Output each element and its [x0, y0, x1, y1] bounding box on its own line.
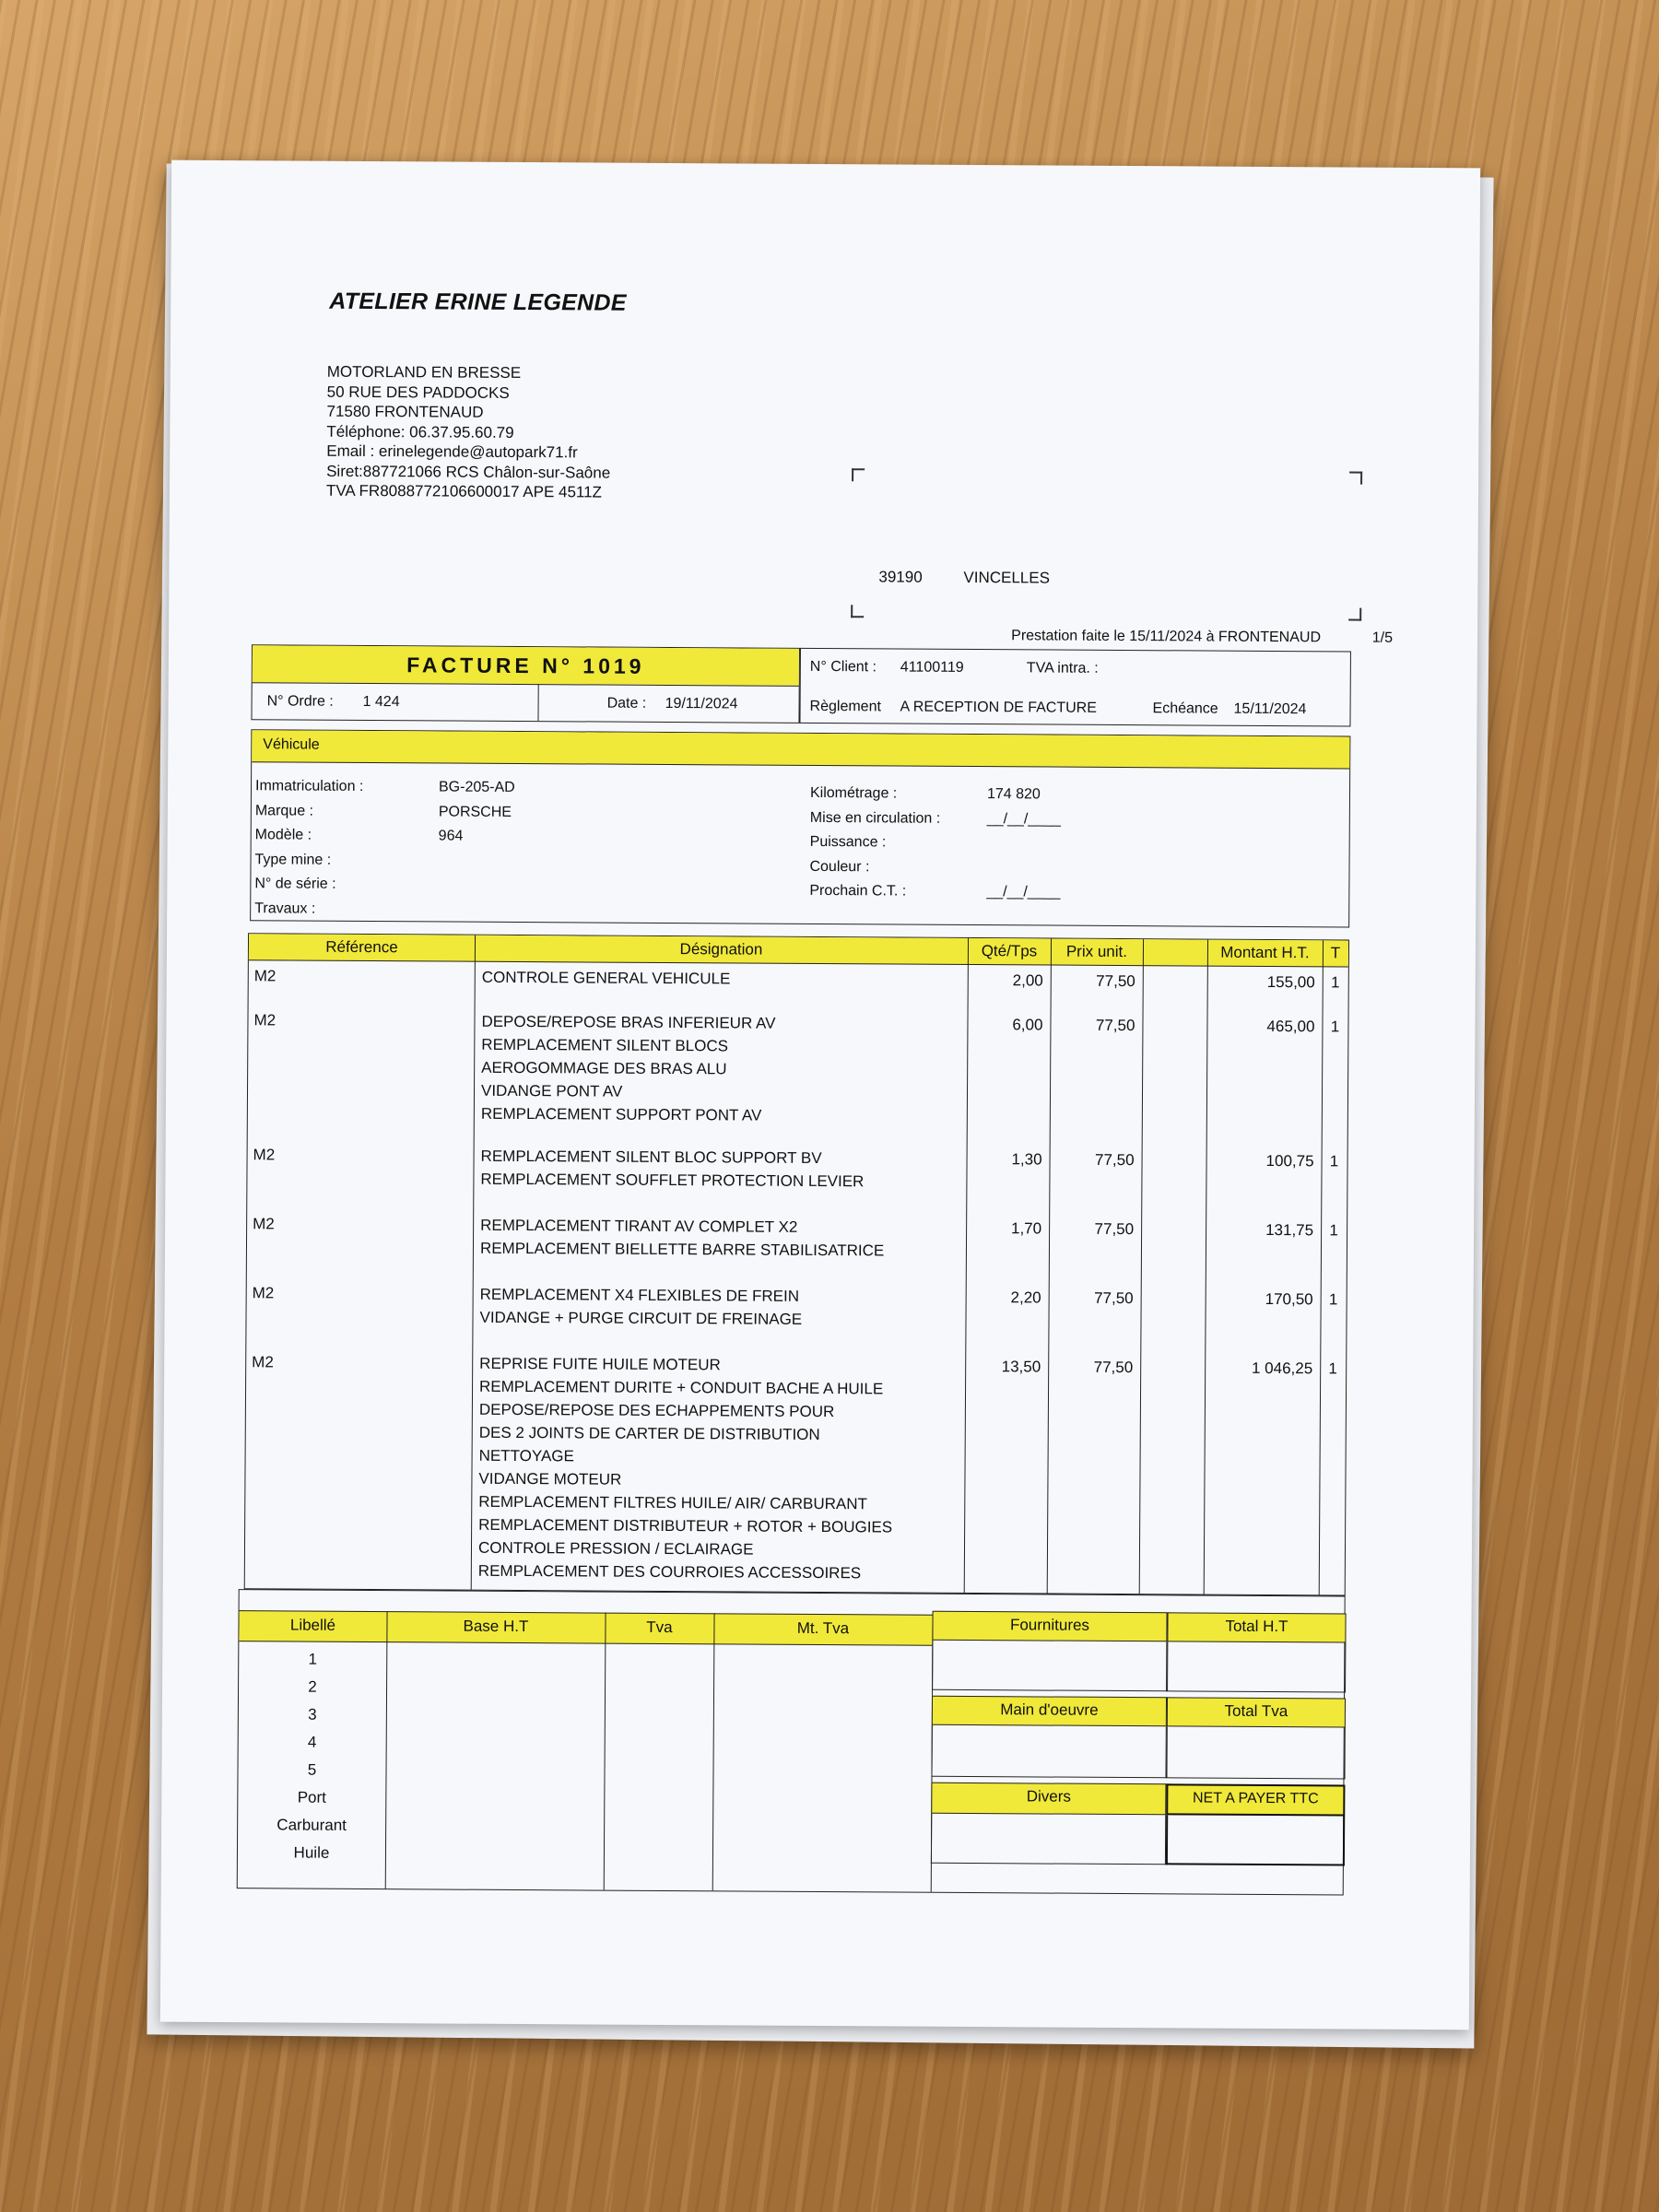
libelle-item: Huile	[293, 1843, 330, 1862]
libelle-item: 1	[308, 1650, 318, 1668]
main-oeuvre-label: Main d'oeuvre	[932, 1696, 1167, 1727]
line-amount: 100,75	[1265, 1151, 1314, 1171]
col-header-mt-tva: Mt. Tva	[796, 1618, 850, 1638]
line-qty: 6,00	[1012, 1016, 1043, 1034]
line-items-table	[244, 933, 1349, 1595]
address-line: 71580 FRONTENAUD	[326, 402, 484, 421]
line-designation: REMPLACEMENT SUPPORT PONT AV	[480, 1104, 762, 1124]
net-a-payer-label: NET A PAYER TTC	[1166, 1783, 1345, 1816]
line-qty: 1,70	[1010, 1219, 1042, 1238]
vehicle-left-labels	[254, 774, 363, 922]
invoice-title: FACTURE N° 1019	[253, 645, 799, 686]
vehicle-box	[250, 729, 1350, 927]
invoice-page	[160, 160, 1480, 2030]
line-amount: 1 046,25	[1251, 1359, 1313, 1378]
line-unit-price: 77,50	[1094, 1288, 1134, 1308]
line-unit-price: 77,50	[1093, 1358, 1134, 1377]
col-header-tva: Tva	[646, 1618, 673, 1637]
line-qty: 1,30	[1011, 1150, 1042, 1169]
line-qty: 13,50	[1001, 1358, 1041, 1376]
line-t: 1	[1329, 1152, 1339, 1171]
col-header-unit-price: Prix unit.	[1065, 942, 1128, 961]
line-unit-price: 77,50	[1095, 1016, 1135, 1035]
vehicle-left-values	[439, 775, 515, 849]
line-unit-price: 77,50	[1096, 971, 1135, 991]
line-t: 1	[1330, 973, 1340, 992]
tva-intra-label: TVA intra. :	[1026, 660, 1099, 677]
fournitures-label: Fournitures	[932, 1611, 1167, 1642]
line-amount: 465,00	[1266, 1017, 1315, 1036]
company-name: ATELIER ERINE LEGENDE	[329, 288, 627, 316]
window-corner-mark	[852, 468, 865, 481]
line-unit-price: 77,50	[1094, 1219, 1135, 1239]
vehicle-field-label: Type mine :	[254, 851, 332, 868]
line-designation: REMPLACEMENT DISTRIBUTEUR + ROTOR + BOUGIES	[478, 1515, 893, 1536]
invoice-header-box	[251, 644, 799, 724]
line-t: 1	[1329, 1221, 1338, 1240]
next-inspection-date: __/__/____	[986, 884, 1061, 900]
line-designation: REMPLACEMENT FILTRES HUILE/ AIR/ CARBURANT	[478, 1492, 867, 1513]
line-unit-price: 77,50	[1094, 1150, 1135, 1170]
line-t: 1	[1328, 1359, 1337, 1378]
line-reference: M2	[253, 1146, 276, 1164]
total-tva-value	[1166, 1726, 1345, 1779]
line-designation: VIDANGE + PURGE CIRCUIT DE FREINAGE	[479, 1308, 803, 1328]
page-number: 1/5	[1371, 629, 1394, 646]
total-ht-value	[1167, 1641, 1346, 1692]
mileage: 174 820	[986, 786, 1041, 803]
payment-terms: A RECEPTION DE FACTURE	[900, 699, 1097, 716]
address-line: Siret:887721066 RCS Châlon-sur-Saône	[326, 462, 611, 482]
vehicle-field-label: Mise en circulation :	[809, 809, 941, 827]
order-number: 1 424	[362, 693, 400, 711]
vehicle-right-values	[986, 782, 1061, 905]
vehicle-field-label: Marque :	[254, 802, 314, 819]
first-registration-date: __/__/____	[986, 810, 1061, 828]
line-designation: REMPLACEMENT TIRANT AV COMPLET X2	[480, 1216, 798, 1236]
line-amount: 155,00	[1266, 972, 1315, 992]
line-amount: 131,75	[1265, 1220, 1314, 1240]
vehicle-field-label: Immatriculation :	[254, 778, 364, 794]
prestation-line: Prestation faite le 15/11/2024 à FRONTENAUD	[1011, 628, 1322, 646]
line-designation: REMPLACEMENT DES COURROIES ACCESSOIRES	[477, 1561, 862, 1583]
recipient-city: VINCELLES	[963, 568, 1051, 587]
window-corner-mark	[851, 605, 864, 618]
line-amount: 170,50	[1265, 1289, 1313, 1309]
line-designation: VIDANGE MOTEUR	[478, 1469, 622, 1488]
vehicle-model: 964	[438, 828, 464, 844]
line-designation: DEPOSE/REPOSE BRAS INFERIEUR AV	[481, 1012, 776, 1032]
line-designation: REMPLACEMENT BIELLETTE BARRE STABILISATRICE	[479, 1239, 885, 1260]
order-label: N° Ordre :	[266, 693, 334, 710]
line-qty: 2,20	[1010, 1288, 1041, 1307]
window-corner-mark	[1349, 471, 1362, 484]
address-line: Téléphone: 06.37.95.60.79	[326, 422, 514, 441]
line-designation: REMPLACEMENT X4 FLEXIBLES DE FREIN	[479, 1285, 800, 1305]
net-a-payer-value	[1166, 1815, 1345, 1865]
line-designation: REMPLACEMENT SOUFFLET PROTECTION LEVIER	[480, 1170, 865, 1191]
vehicle-field-label: Couleur :	[809, 858, 870, 875]
line-designation: DES 2 JOINTS DE CARTER DE DISTRIBUTION	[478, 1423, 820, 1444]
total-ht-label: Total H.T	[1167, 1612, 1346, 1642]
divers-value	[931, 1814, 1166, 1865]
line-reference: M2	[253, 1215, 275, 1233]
address-line: TVA FR8088772106600017 APE 4511Z	[325, 481, 603, 501]
date-label: Date :	[606, 695, 647, 712]
line-designation: REPRISE FUITE HUILE MOTEUR	[479, 1354, 721, 1374]
address-line: Email : erinelegende@autopark71.fr	[326, 441, 578, 462]
payment-label: Règlement	[809, 698, 882, 715]
fournitures-value	[932, 1641, 1167, 1692]
due-date: 15/11/2024	[1233, 700, 1307, 718]
vehicle-section-label: Véhicule	[263, 736, 320, 753]
line-designation: REMPLACEMENT SILENT BLOCS	[481, 1035, 729, 1055]
totals-summary	[931, 1611, 1347, 1881]
plate-number: BG-205-AD	[438, 779, 515, 795]
line-designation: REMPLACEMENT SILENT BLOC SUPPORT BV	[480, 1147, 822, 1168]
line-designation: VIDANGE PONT AV	[480, 1081, 623, 1100]
libelle-item: 4	[307, 1733, 317, 1751]
line-reference: M2	[253, 967, 276, 985]
totals-section	[237, 1589, 1346, 1895]
due-label: Echéance	[1152, 700, 1218, 717]
libelle-list	[238, 1645, 386, 1867]
line-reference: M2	[253, 1011, 276, 1030]
vehicle-field-label: N° de série :	[254, 876, 336, 892]
line-designation: CONTROLE PRESSION / ECLAIRAGE	[477, 1538, 754, 1559]
line-qty: 2,00	[1012, 971, 1043, 990]
vehicle-right-labels	[809, 782, 940, 904]
invoice-date: 19/11/2024	[665, 695, 738, 712]
total-tva-label: Total Tva	[1167, 1697, 1346, 1727]
line-t: 1	[1328, 1290, 1338, 1309]
line-designation: REMPLACEMENT DURITE + CONDUIT BACHE A HUILE	[479, 1377, 884, 1398]
window-corner-mark	[1348, 607, 1361, 620]
line-designation: NETTOYAGE	[478, 1446, 574, 1465]
col-header-base: Base H.T	[463, 1617, 529, 1636]
vehicle-field-label: Puissance :	[809, 833, 887, 851]
vehicle-field-label: Travaux :	[254, 900, 316, 917]
recipient-postcode: 39190	[878, 568, 923, 586]
col-header-libelle: Libellé	[289, 1616, 336, 1634]
line-reference: M2	[252, 1353, 274, 1371]
col-header-qty: Qté/Tps	[981, 942, 1038, 960]
line-designation: AEROGOMMAGE DES BRAS ALU	[481, 1058, 727, 1078]
line-designation: DEPOSE/REPOSE DES ECHAPPEMENTS POUR	[478, 1400, 835, 1421]
vehicle-field-label: Prochain C.T. :	[809, 882, 907, 900]
col-header-designation: Désignation	[679, 940, 763, 959]
address-line: 50 RUE DES PADDOCKS	[326, 382, 510, 402]
line-reference: M2	[252, 1284, 275, 1302]
vehicle-field-label: Modèle :	[254, 827, 312, 843]
libelle-item: Port	[297, 1788, 326, 1806]
libelle-item: 2	[308, 1677, 317, 1696]
line-t: 1	[1330, 1018, 1340, 1036]
client-number: 41100119	[900, 659, 964, 676]
libelle-item: Carburant	[276, 1816, 347, 1834]
vehicle-field-label: Kilométrage :	[809, 784, 898, 802]
company-address	[326, 362, 611, 502]
line-designation: CONTROLE GENERAL VEHICULE	[481, 968, 731, 988]
main-oeuvre-value	[931, 1725, 1166, 1779]
client-label: N° Client :	[809, 658, 877, 676]
libelle-item: 3	[308, 1705, 317, 1724]
client-info-box	[799, 648, 1350, 727]
vat-breakdown-table	[238, 1590, 933, 1892]
col-header-amount: Montant H.T.	[1220, 943, 1310, 962]
address-line: MOTORLAND EN BRESSE	[326, 362, 522, 382]
libelle-item: 5	[307, 1760, 317, 1779]
col-header-t: T	[1330, 944, 1341, 962]
col-header-reference: Référence	[325, 937, 398, 957]
vehicle-make: PORSCHE	[438, 803, 512, 820]
divers-label: Divers	[931, 1783, 1166, 1816]
